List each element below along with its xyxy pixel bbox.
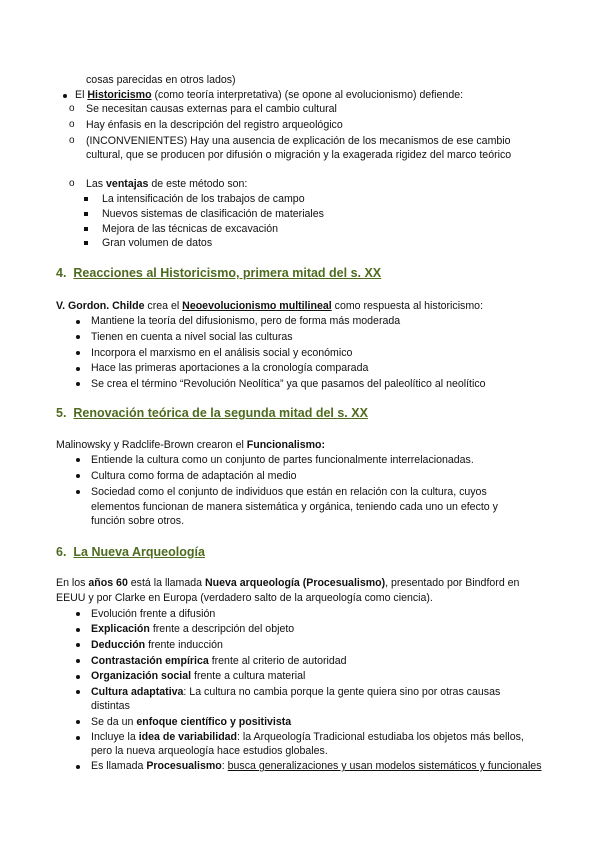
- circle-marker: o: [69, 103, 75, 114]
- bullet-marker: [63, 94, 67, 98]
- bullet-marker: [76, 382, 80, 386]
- list-item: Incorpora el marxismo en el análisis social y económico: [91, 347, 353, 359]
- list-item: Explicación frente a descripción del objeto: [91, 623, 295, 635]
- section-5-heading: 5. Renovación teórica de la segunda mitad del s. XX: [56, 406, 368, 420]
- bullet-marker: [76, 458, 80, 462]
- list-item-continuation: elementos funcionan de manera sistemática y orgánica, teniendo cada uno un efecto y: [91, 501, 498, 513]
- list-item: Se necesitan causas externas para el cambio cultural: [86, 103, 337, 115]
- circle-marker: o: [69, 119, 75, 130]
- list-item: (INCONVENIENTES) Hay una ausencia de explicación de los mecanismos de ese cambio: [86, 135, 511, 147]
- bullet-marker: [76, 765, 80, 769]
- funcionalismo-line: Malinowsky y Radclife-Brown crearon el Funcionalismo:: [56, 439, 326, 451]
- list-item: Se crea el término “Revolución Neolítica” ya que pasamos del paleolítico al neolítico: [91, 378, 486, 390]
- section-4-heading: 4. Reacciones al Historicismo, primera mitad del s. XX: [56, 266, 382, 280]
- list-item: Entiende la cultura como un conjunto de partes funcionalmente interrelacionadas.: [91, 454, 474, 466]
- list-item: Incluye la idea de variabilidad: la Arqueología Tradicional estudiaba los objetos más bellos,: [91, 731, 524, 743]
- list-item: Es llamada Procesualismo: busca generalizaciones y usan modelos sistemáticos y funcionales: [91, 760, 542, 772]
- list-item: Hace las primeras aportaciones a la cronología comparada: [91, 362, 369, 374]
- nueva-arqueologia-paragraph-cont: EEUU y por Clarke en Europa (verdadero salto de la arqueología como ciencia).: [56, 592, 433, 604]
- bullet-marker: [76, 643, 80, 647]
- bullet-marker: [76, 320, 80, 324]
- list-item: Organización social frente a cultura material: [91, 670, 306, 682]
- square-marker: [84, 227, 88, 231]
- bullet-marker: [76, 675, 80, 679]
- bullet-marker: [76, 474, 80, 478]
- bullet-marker: [76, 628, 80, 632]
- square-marker: [84, 197, 88, 201]
- bullet-marker: [76, 612, 80, 616]
- circle-marker: o: [69, 135, 75, 146]
- bullet-marker: [76, 736, 80, 740]
- list-item: Se da un enfoque científico y positivista: [91, 716, 292, 728]
- bullet-marker: [76, 490, 80, 494]
- list-item-continuation: pero la nueva arqueología hace estudios globales.: [91, 745, 328, 757]
- square-marker: [84, 212, 88, 216]
- childe-line: V. Gordon. Childe crea el Neoevolucionismo multilineal como respuesta al historicismo:: [56, 300, 484, 312]
- square-marker: [84, 241, 88, 245]
- ventaja-item: La intensificación de los trabajos de campo: [102, 193, 305, 205]
- list-item-continuation: función sobre otros.: [91, 515, 185, 527]
- list-item: Cultura como forma de adaptación al medio: [91, 470, 297, 482]
- section-6-heading: 6. La Nueva Arqueología: [56, 545, 205, 559]
- ventaja-item: Mejora de las técnicas de excavación: [102, 223, 279, 235]
- ventaja-item: Gran volumen de datos: [102, 237, 213, 249]
- bullet-marker: [76, 351, 80, 355]
- list-item-continuation: distintas: [91, 700, 130, 712]
- circle-marker: o: [69, 178, 75, 189]
- historicismo-term: Historicismo: [87, 89, 152, 101]
- list-item: Cultura adaptativa: La cultura no cambia porque la gente quiera sino por otras causas: [91, 686, 501, 698]
- list-item: Tienen en cuenta a nivel social las culturas: [91, 331, 293, 343]
- list-item: Evolución frente a difusión: [91, 608, 216, 620]
- bullet-marker: [76, 367, 80, 371]
- list-item: Sociedad como el conjunto de individuos que están en relación con la cultura, cuyos: [91, 486, 487, 498]
- ventaja-item: Nuevos sistemas de clasificación de materiales: [102, 208, 324, 220]
- bullet-marker: [76, 690, 80, 694]
- list-item: Contrastación empírica frente al criterio de autoridad: [91, 655, 347, 667]
- list-item-continuation: cultural, que se producen por difusión o migración y la exagerada rigidez del marco teórico: [86, 149, 512, 161]
- list-item: Hay énfasis en la descripción del registro arqueológico: [86, 119, 343, 131]
- historicismo-line: El Historicismo (como teoría interpretativa) (se opone al evolucionismo) defiende:: [75, 89, 464, 101]
- bullet-marker: [76, 335, 80, 339]
- ventajas-line: Las ventajas de este método son:: [86, 178, 248, 190]
- continuation-line: cosas parecidas en otros lados): [86, 74, 236, 86]
- bullet-marker: [76, 659, 80, 663]
- bullet-marker: [76, 720, 80, 724]
- list-item: Deducción frente inducción: [91, 639, 223, 651]
- nueva-arqueologia-paragraph: En los años 60 está la llamada Nueva arqueología (Procesualismo), presentado por Bindford en: [56, 577, 520, 589]
- list-item: Mantiene la teoría del difusionismo, pero de forma más moderada: [91, 315, 401, 327]
